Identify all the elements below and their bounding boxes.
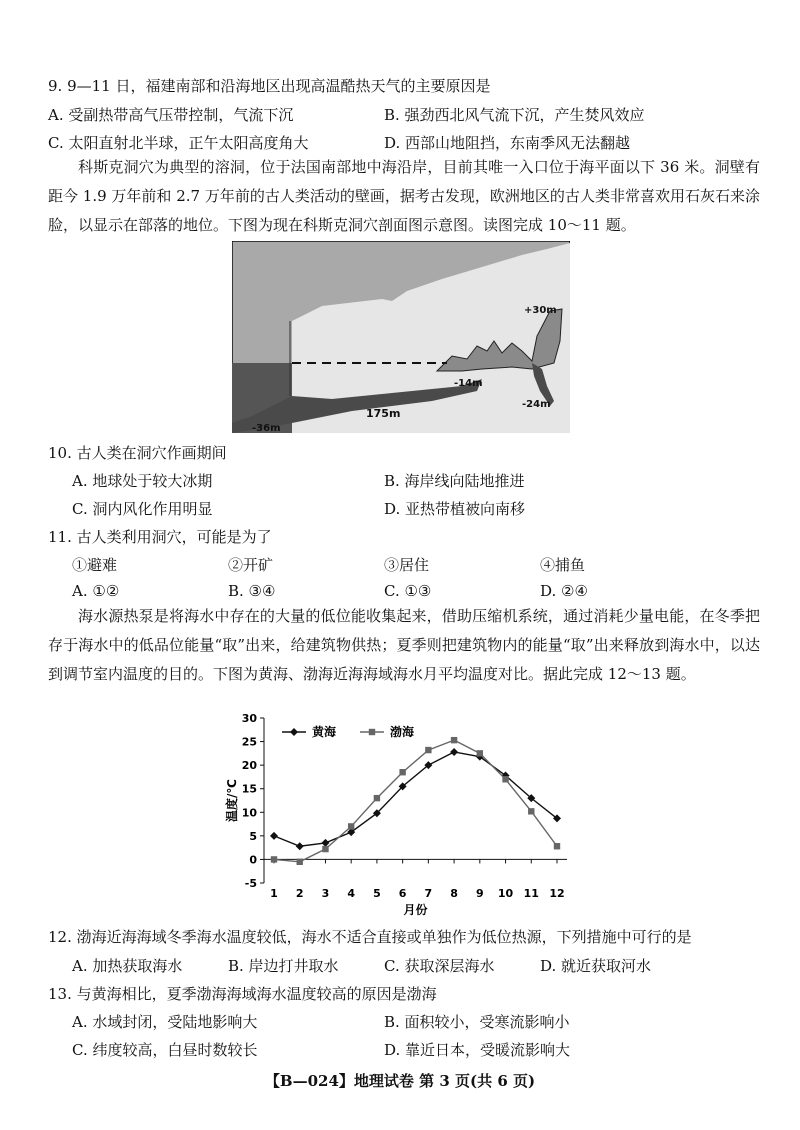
q9-stem: 9. 9—11 日，福建南部和沿海地区出现高温酷热天气的主要原因是 [48, 77, 491, 95]
point-2 [348, 823, 354, 829]
x-tick-label: 5 [373, 887, 381, 900]
label-minus24: -24m [522, 399, 551, 410]
point-1 [296, 842, 304, 850]
y-tick-label: 0 [249, 853, 257, 867]
q12-option-a: A. 加热获取海水 [72, 957, 183, 975]
point-2 [451, 737, 457, 743]
passage-cave: 科斯克洞穴为典型的溶洞，位于法国南部地中海沿岸，目前其唯一入口位于海平面以下 36 米。洞壁有距今 1.9 万年前和 2.7 万年前的古人类活动的壁画，据考古发现，欧洲地区的古人类非常喜欢用石灰石来涂脸，以显示在部落的地位。下图为现在科斯克洞穴剖面图示意图。读图完成 10～11 题。 [48, 158, 760, 234]
label-length: 175m [366, 407, 401, 420]
point-1 [270, 832, 278, 840]
y-tick-label: -5 [244, 877, 257, 890]
x-tick-label: 1 [270, 887, 278, 900]
x-tick-label: 2 [295, 887, 304, 900]
y-tick-label: 30 [241, 712, 257, 725]
q12-stem: 12. 渤海近海海域冬季海水温度较低，海水不适合直接或单独作为低位热源，下列措施中可行的是 [48, 928, 692, 946]
y-axis-label: 温度/℃ [225, 779, 239, 822]
q13-stem: 13. 与黄海相比，夏季渤海海域海水温度较高的原因是渤海 [48, 985, 437, 1003]
x-tick-label: 11 [523, 887, 539, 900]
q9-option-c: C. 太阳直射北半球，正午太阳高度角大 [48, 134, 309, 152]
point-2 [528, 808, 534, 814]
q10-stem: 10. 古人类在洞穴作画期间 [48, 444, 227, 462]
legend-label-1: 黄海 [312, 725, 337, 739]
q11-item-3: ③居住 [384, 556, 430, 574]
q11-stem: 11. 古人类利用洞穴，可能是为了 [48, 528, 272, 546]
legend-marker-2 [369, 729, 375, 735]
q9-option-a: A. 受副热带高气压带控制，气流下沉 [48, 106, 294, 124]
q11-option-d: D. ②④ [540, 582, 588, 600]
label-minus36: -36m [252, 423, 281, 433]
x-tick-label: 10 [497, 887, 514, 900]
q13-option-d: D. 靠近日本，受暖流影响大 [384, 1041, 571, 1059]
point-1 [450, 748, 458, 756]
label-plus30: +30m [524, 305, 557, 316]
q13-option-a: A. 水域封闭，受陆地影响大 [72, 1013, 258, 1031]
x-tick-label: 8 [450, 887, 458, 900]
legend-marker-1 [290, 728, 298, 736]
x-tick-label: 9 [475, 887, 484, 900]
passage-heat-pump: 海水源热泵是将海水中存在的大量的低位能收集起来，借助压缩机系统，通过消耗少量电能，在冬季把存于海水中的低品位能量“取”出来，给建筑物供热；夏季则把建筑物内的能量“取”出来释放到海水中，以达到调节室内温度的目的。下图为黄海、渤海近海海域海水月平均温度对比。据此完成 12～13 题。 [48, 607, 760, 683]
q11-option-a: A. ①② [72, 582, 120, 600]
q12-option-d: D. 就近获取河水 [540, 957, 652, 975]
legend-label-2: 渤海 [390, 725, 415, 739]
point-2 [554, 843, 560, 849]
q11-option-b: B. ③④ [228, 582, 276, 600]
q11-option-c: C. ①③ [384, 582, 432, 600]
q11-item-4: ④捕鱼 [540, 556, 586, 574]
q12-option-b: B. 岸边打井取水 [228, 957, 339, 975]
point-2 [425, 747, 431, 753]
point-2 [502, 776, 508, 782]
q11-item-2: ②开矿 [228, 556, 274, 574]
y-tick-label: 25 [241, 735, 257, 749]
point-2 [271, 856, 277, 862]
x-tick-label: 4 [347, 887, 356, 900]
point-2 [477, 750, 483, 756]
page-footer: 【B—024】地理试卷 第 3 页(共 6 页) [264, 1072, 536, 1090]
q11-item-1: ①避难 [72, 556, 118, 574]
q10-option-b: B. 海岸线向陆地推进 [384, 472, 525, 490]
q13-option-c: C. 纬度较高，白昼时数较长 [72, 1041, 258, 1059]
x-tick-label: 7 [424, 887, 433, 900]
series-line-1 [274, 752, 557, 846]
y-tick-label: 10 [241, 806, 257, 820]
q9-option-b: B. 强劲西北风气流下沉，产生焚风效应 [384, 106, 645, 124]
y-tick-label: 15 [241, 782, 257, 796]
q10-option-a: A. 地球处于较大冰期 [72, 472, 213, 490]
cave-profile-diagram [232, 241, 570, 433]
label-minus14: -14m [454, 378, 483, 389]
x-tick-label: 12 [549, 887, 565, 900]
point-2 [374, 795, 380, 801]
y-tick-label: 5 [249, 829, 257, 843]
x-tick-label: 6 [398, 887, 407, 900]
point-2 [322, 846, 328, 852]
x-tick-label: 3 [321, 887, 330, 900]
q13-option-b: B. 面积较小，受寒流影响小 [384, 1013, 570, 1031]
sea-temperature-chart [222, 710, 582, 920]
q9-option-d: D. 西部山地阻挡，东南季风无法翻越 [384, 134, 631, 152]
y-tick-label: 20 [241, 759, 257, 773]
x-axis-label: 月份 [403, 903, 428, 917]
q10-option-c: C. 洞内风化作用明显 [72, 500, 213, 518]
q12-option-c: C. 获取深层海水 [384, 957, 495, 975]
q10-option-d: D. 亚热带植被向南移 [384, 500, 526, 518]
point-2 [399, 769, 405, 775]
point-2 [297, 859, 303, 865]
